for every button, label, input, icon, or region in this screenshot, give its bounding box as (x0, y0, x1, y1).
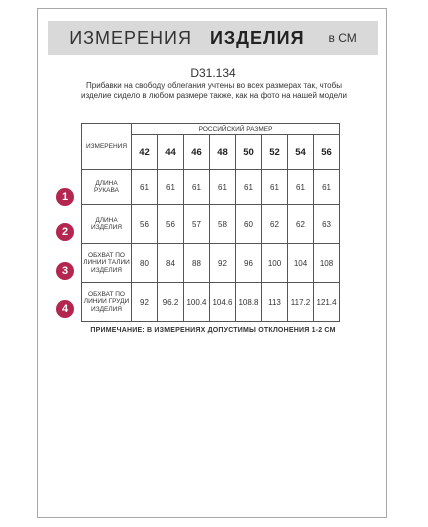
table-cell: 61 (158, 170, 184, 205)
size-header: 48 (210, 135, 236, 170)
size-chart-sheet (37, 8, 387, 518)
tolerance-footnote: ПРИМЕЧАНИЕ: В ИЗМЕРЕНИЯХ ДОПУСТИМЫ ОТКЛОНЕНИЯ 1-2 СМ (90, 327, 336, 334)
table-cell: 61 (236, 170, 262, 205)
table-cell: 56 (132, 205, 158, 244)
size-header: 44 (158, 135, 184, 170)
table-cell: 61 (210, 170, 236, 205)
table-cell: 121.4 (314, 283, 340, 322)
table-cell: 100 (262, 244, 288, 283)
table-cell: 62 (262, 205, 288, 244)
measurement-badge-4: 4 (56, 300, 74, 318)
table-cell: 61 (132, 170, 158, 205)
title-unit: в СМ (328, 31, 357, 45)
table-cell: 113 (262, 283, 288, 322)
measurement-badge-2: 2 (56, 223, 74, 241)
size-header: 50 (236, 135, 262, 170)
table-cell: 117.2 (288, 283, 314, 322)
table-cell: 62 (288, 205, 314, 244)
measurement-badge-3: 3 (56, 262, 74, 280)
table-row (82, 170, 340, 205)
table-cell: 61 (184, 170, 210, 205)
title-measurements: ИЗМЕРЕНИЯ (69, 27, 192, 48)
fit-note: Прибавки на свободу облегания учтены во всех размерах так, чтобы изделие сидело в любом размере также, как на фото на нашей модели (81, 81, 347, 100)
size-table (81, 123, 340, 322)
table-cell: 96 (236, 244, 262, 283)
article-code: D31.134 (190, 66, 236, 80)
table-cell: 61 (262, 170, 288, 205)
table-cell: 57 (184, 205, 210, 244)
table-cell: 108.8 (236, 283, 262, 322)
table-cell: 104.6 (210, 283, 236, 322)
table-row (82, 283, 340, 322)
size-header: 52 (262, 135, 288, 170)
table-cell: 80 (132, 244, 158, 283)
table-cell: 61 (314, 170, 340, 205)
row-label-waist: ОБХВАТ ПО ЛИНИИ ТАЛИИ ИЗДЕЛИЯ (82, 244, 132, 283)
size-header: 42 (132, 135, 158, 170)
table-cell: 92 (132, 283, 158, 322)
table-cell: 88 (184, 244, 210, 283)
size-header: 56 (314, 135, 340, 170)
table-cell: 61 (288, 170, 314, 205)
table-cell: 100.4 (184, 283, 210, 322)
table-cell: 56 (158, 205, 184, 244)
table-row (82, 205, 340, 244)
row-label-length: ДЛИНА ИЗДЕЛИЯ (82, 205, 132, 244)
table-cell: 92 (210, 244, 236, 283)
row-label-sleeve: ДЛИНА РУКАВА (82, 170, 132, 205)
table-cell: 84 (158, 244, 184, 283)
table-cell: 60 (236, 205, 262, 244)
table-cell: 96.2 (158, 283, 184, 322)
table-cell: 58 (210, 205, 236, 244)
row-label-chest: ОБХВАТ ПО ЛИНИИ ГРУДИ ИЗДЕЛИЯ (82, 283, 132, 322)
size-header: 54 (288, 135, 314, 170)
table-cell: 63 (314, 205, 340, 244)
table-row (82, 244, 340, 283)
table-cell: 108 (314, 244, 340, 283)
table-corner-label: ИЗМЕРЕНИЯ (82, 124, 132, 170)
measurement-badge-1: 1 (56, 188, 74, 206)
sizes-title: РОССИЙСКИЙ РАЗМЕР (132, 124, 340, 135)
title-band (48, 21, 378, 55)
table-cell: 104 (288, 244, 314, 283)
title-item: ИЗДЕЛИЯ (209, 27, 305, 48)
size-header: 46 (184, 135, 210, 170)
